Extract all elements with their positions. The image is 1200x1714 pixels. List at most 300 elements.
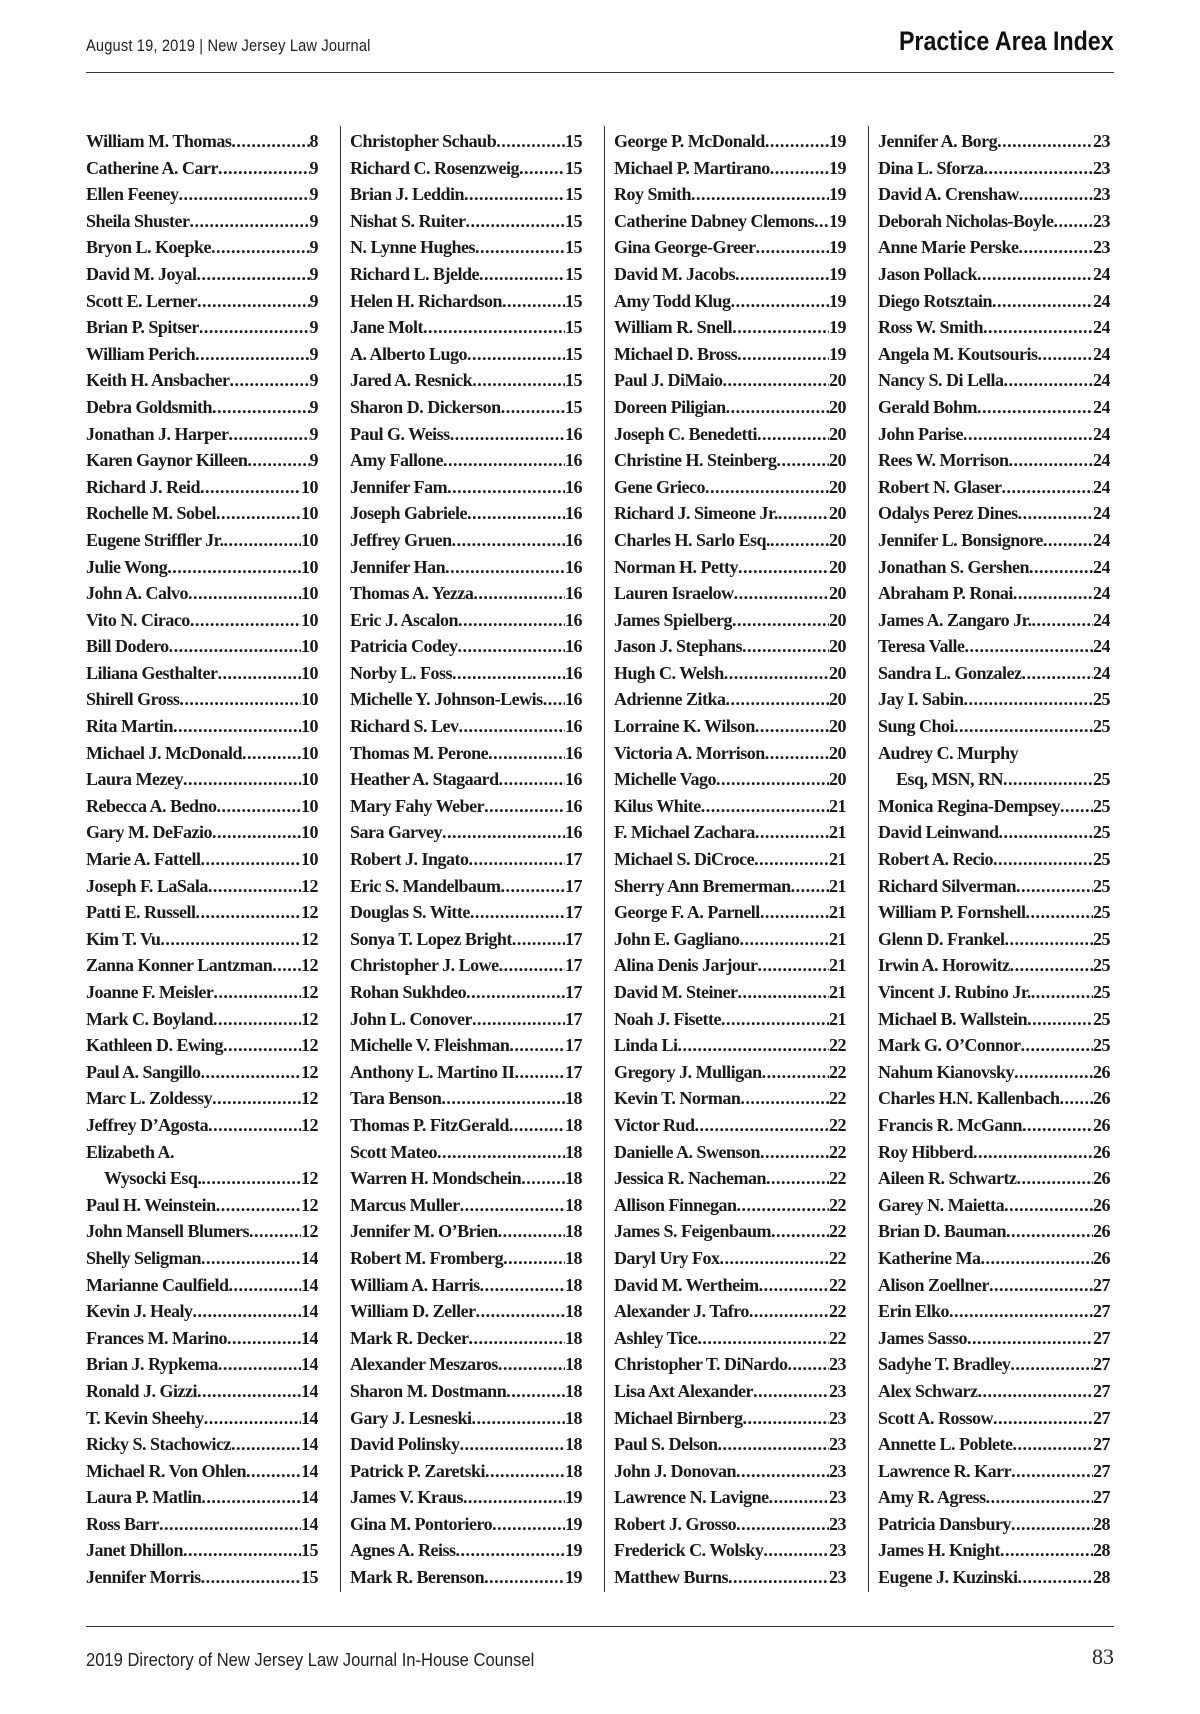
index-entry [878,979,1110,1006]
entry-name: Scott E. Lerner [86,290,197,311]
entry-page-number: 18 [565,1434,582,1455]
dot-leader [1060,793,1093,820]
entry-page-number: 23 [829,1407,846,1428]
entry-name: John J. Donovan [614,1460,737,1481]
dot-leader [736,1511,829,1538]
entry-name: Alex Schwarz [878,1380,978,1401]
entry-page-number: 25 [1093,769,1110,790]
dot-leader [726,686,829,713]
index-entry [614,793,846,820]
dot-leader [949,1298,1093,1325]
index-entry [614,288,846,315]
index-entry [614,367,846,394]
entry-page-number: 27 [1093,1487,1110,1508]
dot-leader [183,766,301,793]
dot-leader [480,1272,565,1299]
dot-leader [1009,447,1094,474]
dot-leader [216,1192,301,1219]
entry-page-number: 10 [301,609,318,630]
dot-leader [178,181,309,208]
header-rule [86,72,1114,73]
dot-leader [716,766,829,793]
index-entry [614,234,846,261]
dot-leader [423,314,565,341]
entry-name: Linda Li [614,1035,678,1056]
index-entry [614,1165,846,1192]
entry-page-number: 16 [565,822,582,843]
entry-name: William P. Fornshell [878,902,1026,923]
dot-leader [200,846,301,873]
entry-page-number: 19 [829,343,846,364]
dot-leader [770,155,829,182]
index-entry [350,421,582,448]
entry-name: Joseph C. Benedetti [614,423,757,444]
dot-leader [231,128,309,155]
dot-leader [476,1298,565,1325]
index-entry [86,1245,318,1272]
entry-page-number: 18 [565,1114,582,1135]
entry-page-number: 24 [1093,636,1110,657]
entry-name: Jason J. Stephans [614,636,743,657]
entry-name: Mark R. Decker [350,1327,469,1348]
dot-leader [1000,1537,1093,1564]
entry-page-number: 21 [829,902,846,923]
dot-leader [718,1431,829,1458]
dot-leader [1027,1006,1093,1033]
index-entry [350,633,582,660]
entry-name: Catherine A. Carr [86,157,218,178]
index-entry [878,686,1110,713]
index-entry [878,607,1110,634]
index-entry [86,952,318,979]
index-entry [350,1032,582,1059]
index-column-1 [86,128,318,1591]
dot-leader [791,873,829,900]
entry-name: Kevin T. Norman [614,1088,741,1109]
entry-page-number: 12 [301,928,318,949]
entry-page-number: 15 [565,237,582,258]
entry-name: David M. Joyal [86,263,197,284]
entry-page-number: 19 [829,290,846,311]
index-entry [878,1085,1110,1112]
dot-leader [993,846,1093,873]
entry-page-number: 21 [829,1008,846,1029]
entry-page-number: 26 [1093,1194,1110,1215]
dot-leader [484,1564,565,1591]
entry-page-number: 14 [301,1434,318,1455]
entry-page-number: 14 [301,1354,318,1375]
dot-leader [701,793,829,820]
dot-leader [977,394,1093,421]
index-entry [350,713,582,740]
entry-name: James Spielberg [614,609,732,630]
dot-leader [954,713,1093,740]
dot-leader [501,394,565,421]
index-entry [350,1458,582,1485]
dot-leader [218,660,302,687]
entry-page-number: 15 [565,370,582,391]
entry-page-number: 26 [1093,1247,1110,1268]
entry-page-number: 10 [301,529,318,550]
dot-leader [731,288,829,315]
entry-page-number: 9 [309,157,318,178]
index-entry [86,766,318,793]
entry-page-number: 16 [565,742,582,763]
entry-page-number: 23 [1093,237,1110,258]
index-entry [614,1564,846,1591]
index-entry [86,554,318,581]
dot-leader [211,234,309,261]
dot-leader [753,1378,829,1405]
dot-leader [777,447,830,474]
entry-page-number: 16 [565,636,582,657]
entry-name: Michael B. Wallstein [878,1008,1028,1029]
index-entry [86,261,318,288]
dot-leader [223,527,301,554]
dot-leader [1012,1431,1093,1458]
entry-page-number: 23 [829,1567,846,1588]
index-entry [878,1059,1110,1086]
entry-page-number: 28 [1093,1567,1110,1588]
index-entry [350,793,582,820]
dot-leader [521,1165,565,1192]
dot-leader [1014,1059,1093,1086]
entry-page-number: 14 [301,1407,318,1428]
dot-leader [1031,979,1093,1006]
dot-leader [740,1085,829,1112]
index-entry [86,367,318,394]
entry-name: John L. Conover [350,1008,473,1029]
entry-page-number: 20 [829,529,846,550]
index-entry [878,952,1110,979]
dot-leader [512,926,565,953]
dot-leader [503,1245,565,1272]
index-entry [86,580,318,607]
entry-name: Ricky S. Stachowicz [86,1434,231,1455]
dot-leader [208,1112,301,1139]
index-entry [878,128,1110,155]
entry-name: James Sasso [878,1327,968,1348]
entry-name: A. Alberto Lugo [350,343,468,364]
entry-name: Lisa Axt Alexander [614,1380,754,1401]
entry-name: Norby L. Foss [350,662,453,683]
entry-page-number: 18 [565,1274,582,1295]
index-entry [86,1218,318,1245]
entry-name: Esq, MSN, RN [896,769,1004,790]
index-entry [86,1405,318,1432]
index-entry [614,1298,846,1325]
entry-page-number: 20 [829,423,846,444]
entry-page-number: 10 [301,636,318,657]
entry-name: Danielle A. Swenson [614,1141,761,1162]
entry-name: Marc L. Zoldessy [86,1088,213,1109]
dot-leader [272,952,301,979]
index-entry [86,1192,318,1219]
dot-leader [728,1564,829,1591]
entry-page-number: 10 [301,583,318,604]
entry-page-number: 10 [301,769,318,790]
index-entry [614,208,846,235]
index-entry [350,181,582,208]
column-divider [604,126,605,1592]
dot-leader [227,1325,301,1352]
index-entry [86,873,318,900]
entry-name: Brian D. Bauman [878,1221,1007,1242]
dot-leader [735,261,829,288]
entry-name: James S. Feigenbaum [614,1221,771,1242]
dot-leader [754,846,829,873]
entry-name: Thomas M. Perone [350,742,489,763]
entry-page-number: 21 [829,795,846,816]
dot-leader [749,1298,829,1325]
dot-leader [732,607,829,634]
entry-name: Victoria A. Morrison [614,742,765,763]
dot-leader [441,1085,565,1112]
dot-leader [732,314,829,341]
index-entry [878,1564,1110,1591]
dot-leader [788,1351,829,1378]
dot-leader [445,554,565,581]
index-entry [350,1192,582,1219]
entry-name: Ross W. Smith [878,317,984,338]
dot-leader [760,899,829,926]
entry-name: William M. Thomas [86,131,232,151]
entry-page-number: 24 [1093,370,1110,391]
entry-name: Brian J. Rypkema [86,1354,218,1375]
entry-name: Abraham P. Ronai [878,583,1013,604]
entry-page-number: 25 [1093,928,1110,949]
entry-page-number: 27 [1093,1327,1110,1348]
dot-leader [223,1032,301,1059]
dot-leader [1010,952,1093,979]
index-entry [878,527,1110,554]
dot-leader [179,686,301,713]
entry-page-number: 17 [565,928,582,949]
entry-name: Anthony L. Martino II [350,1061,515,1082]
entry-page-number: 18 [565,1168,582,1189]
dot-leader [965,633,1093,660]
entry-page-number: 24 [1093,609,1110,630]
entry-name: Paul A. Sangillo [86,1061,201,1082]
dot-leader [757,421,829,448]
entry-name: Frances M. Marino [86,1327,227,1348]
index-entry [350,1298,582,1325]
index-entry [86,793,318,820]
entry-name: Christopher Schaub [350,131,497,151]
entry-name: Lorraine K. Wilson [614,716,755,737]
index-entry [350,660,582,687]
entry-name: Aileen R. Schwartz [878,1168,1017,1189]
entry-name: Angela M. Koutsouris [878,343,1038,364]
entry-name: Michael D. Bross [614,343,738,364]
entry-page-number: 9 [309,263,318,284]
entry-name: Michelle Y. Johnson-Lewis [350,689,543,710]
index-entry [350,1218,582,1245]
index-column-3 [614,128,846,1591]
entry-page-number: 24 [1093,423,1110,444]
dot-leader [763,1537,829,1564]
dot-leader [977,1378,1093,1405]
index-entry [878,793,1110,820]
entry-page-number: 10 [301,689,318,710]
index-entry [614,341,846,368]
entry-page-number: 27 [1093,1274,1110,1295]
entry-name: Deborah Nicholas-Boyle [878,210,1054,231]
entry-name: Rita Martin [86,716,173,737]
entry-name: Kevin J. Healy [86,1301,193,1322]
entry-name: Michael R. Von Ohlen [86,1460,247,1481]
dot-leader [726,394,829,421]
entry-page-number: 22 [829,1247,846,1268]
entry-name: Debra Goldsmith [86,396,213,417]
index-entry [878,155,1110,182]
dot-leader [458,607,565,634]
dot-leader [466,979,565,1006]
index-entry [86,819,318,846]
entry-page-number: 9 [309,370,318,391]
dot-leader [758,952,830,979]
index-entry [878,1484,1110,1511]
entry-name: James V. Kraus [350,1487,463,1508]
dot-leader [201,1564,301,1591]
index-entry [350,819,582,846]
entry-name: Annette L. Poblete [878,1434,1013,1455]
dot-leader [212,394,309,421]
dot-leader [246,1458,301,1485]
entry-page-number: 20 [829,742,846,763]
dot-leader [980,1245,1093,1272]
entry-name: Joseph F. LaSala [86,875,208,896]
entry-page-number: 26 [1093,1221,1110,1242]
dot-leader [737,979,829,1006]
index-entry [86,1325,318,1352]
entry-page-number: 10 [301,849,318,870]
entry-name: Jonathan S. Gershen [878,556,1030,577]
index-entry [350,1378,582,1405]
entry-name: Paul S. Delson [614,1434,718,1455]
dot-leader [467,500,565,527]
entry-page-number: 27 [1093,1460,1110,1481]
dot-leader [499,766,565,793]
entry-name: Jonathan J. Harper [86,423,229,444]
dot-leader [443,447,565,474]
entry-name: Robert J. Ingato [350,849,469,870]
dot-leader [501,873,565,900]
entry-page-number: 18 [565,1247,582,1268]
dot-leader [437,1139,565,1166]
index-entry [878,261,1110,288]
entry-name: John Mansell Blumers [86,1221,250,1242]
entry-name: Robert J. Grosso [614,1513,737,1534]
entry-page-number: 25 [1093,902,1110,923]
dot-leader [183,1537,301,1564]
dot-leader [1016,1165,1093,1192]
dot-leader [201,1484,301,1511]
entry-name: Joanne F. Meisler [86,982,214,1002]
entry-page-number: 21 [829,875,846,896]
page-number: 83 [1092,1644,1114,1669]
dot-leader [496,128,565,155]
entry-name: Christine H. Steinberg [614,450,777,471]
entry-name: Amy Fallone [350,450,443,471]
entry-page-number: 9 [309,423,318,444]
index-entry [350,846,582,873]
entry-page-number: 28 [1093,1513,1110,1534]
entry-name: Jason Pollack [878,263,978,284]
dot-leader [229,1272,302,1299]
dot-leader [769,1484,829,1511]
entry-page-number: 27 [1093,1301,1110,1322]
dot-leader [460,1431,565,1458]
entry-page-number: 19 [829,263,846,284]
entry-page-number: 15 [565,184,582,205]
entry-page-number: 12 [301,982,318,1002]
entry-page-number: 23 [829,1513,846,1534]
entry-name: Gary M. DeFazio [86,822,212,843]
dot-leader [724,660,829,687]
entry-page-number: 19 [829,317,846,338]
dot-leader [705,474,829,501]
entry-name: Scott Mateo [350,1141,437,1162]
entry-page-number: 18 [565,1221,582,1242]
index-entry [350,1272,582,1299]
column-divider [340,126,341,1592]
entry-page-number: 17 [565,1035,582,1056]
entry-page-number: 25 [1093,982,1110,1002]
dot-leader [479,261,565,288]
entry-page-number: 25 [1093,795,1110,816]
index-entry [878,873,1110,900]
entry-name: Lauren Israelow [614,583,734,604]
entry-page-number: 24 [1093,263,1110,284]
index-entry [878,1431,1110,1458]
entry-name: Charles H. Sarlo Esq. [614,529,771,550]
entry-name: Patricia Dansbury [878,1513,1011,1534]
entry-name: Robert M. Fromberg [350,1247,504,1268]
dot-leader [452,527,565,554]
entry-page-number: 24 [1093,343,1110,364]
entry-page-number: 16 [565,662,582,683]
footer-publication: 2019 Directory of New Jersey Law Journal In-House Counsel [86,1650,535,1670]
index-entry [878,288,1110,315]
dot-leader [967,1325,1093,1352]
index-entry [350,554,582,581]
entry-page-number: 23 [829,1380,846,1401]
dot-leader [456,1537,565,1564]
dot-leader [1018,500,1093,527]
entry-page-number: 24 [1093,290,1110,311]
entry-page-number: 9 [309,450,318,471]
entry-page-number: 25 [1093,689,1110,710]
dot-leader [195,341,309,368]
entry-name: Kilus White [614,795,701,816]
dot-leader [506,1378,565,1405]
dot-leader [167,554,301,581]
dot-leader [213,979,301,1006]
entry-page-number: 22 [829,1274,846,1295]
entry-name: Eric J. Ascalon [350,609,458,630]
section-title: Practice Area Index [899,26,1114,56]
dot-leader [159,1511,301,1538]
entry-page-number: 27 [1093,1434,1110,1455]
index-entry [614,1511,846,1538]
entry-name: Sharon D. Dickerson [350,396,501,417]
entry-page-number: 19 [829,131,846,151]
index-entry [350,128,582,155]
entry-page-number: 10 [301,476,318,497]
index-entry [878,1405,1110,1432]
index-entry [350,952,582,979]
